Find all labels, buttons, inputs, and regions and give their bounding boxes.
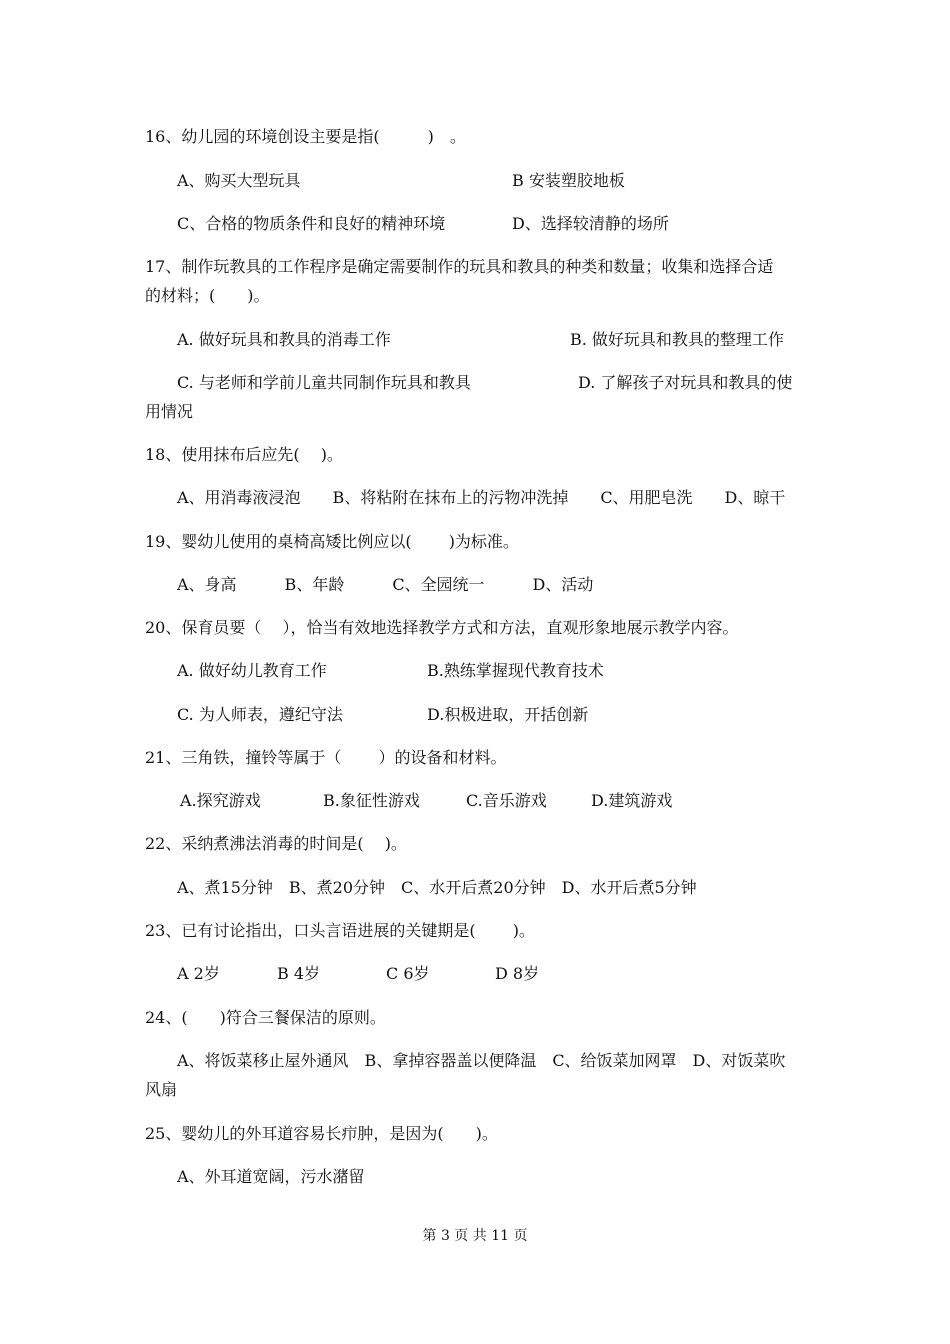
question-22-stem: 22、采纳煮沸法消毒的时间是( )。: [145, 834, 407, 853]
question-20-option-d: D.积极进取，开括创新: [427, 705, 589, 724]
question-20-option-a: A. 做好幼儿教育工作: [177, 661, 327, 680]
question-24-options-continued: 风扇: [145, 1080, 178, 1099]
question-21-option-d: D.建筑游戏: [591, 791, 673, 810]
question-23-option-b: B 4岁: [277, 964, 321, 983]
question-16-option-d: D、选择较清静的场所: [512, 214, 669, 233]
question-16-stem: 16、幼儿园的环境创设主要是指( ) 。: [145, 127, 466, 146]
question-21-option-a: A.探究游戏: [180, 791, 261, 810]
question-20-option-b: B.熟练掌握现代教育技术: [427, 661, 604, 680]
question-20-stem: 20、保育员要（ ），恰当有效地选择教学方式和方法，直观形象地展示教学内容。: [145, 618, 739, 637]
question-24-options: A、将饭菜移止屋外通风 B、拿掉容器盖以便降温 C、给饭菜加网罩 D、对饭菜吹: [177, 1051, 786, 1070]
question-21-option-b: B.象征性游戏: [323, 791, 420, 810]
question-23-option-a: A 2岁: [177, 964, 220, 983]
question-24-stem: 24、( )符合三餐保洁的原则。: [145, 1008, 386, 1027]
question-17-stem: 17、制作玩教具的工作程序是确定需要制作的玩具和教具的种类和数量；收集和选择合适: [145, 257, 774, 276]
question-25-option-a: A、外耳道宽阔，污水潴留: [177, 1167, 365, 1186]
question-21-stem: 21、三角铁，撞铃等属于（ ）的设备和材料。: [145, 748, 507, 767]
question-25-stem: 25、婴幼儿的外耳道容易长疖肿，是因为( )。: [145, 1124, 498, 1143]
question-23-stem: 23、已有讨论指出，口头言语进展的关键期是( )。: [145, 921, 535, 940]
question-21-option-c: C.音乐游戏: [466, 791, 547, 810]
question-23-option-c: C 6岁: [386, 964, 430, 983]
question-17-option-b: B. 做好玩具和教具的整理工作: [570, 330, 784, 349]
question-20-option-c: C. 为人师表，遵纪守法: [177, 705, 343, 724]
question-23-option-d: D 8岁: [495, 964, 540, 983]
question-17-option-d-continued: 用情况: [145, 402, 194, 421]
question-18-stem: 18、使用抹布后应先( )。: [145, 445, 343, 464]
question-19-options: A、身高 B、年龄 C、全园统一 D、活动: [177, 575, 594, 594]
question-16-option-c: C、合格的物质条件和良好的精神环境: [177, 214, 446, 233]
question-22-options: A、煮15分钟 B、煮20分钟 C、水开后煮20分钟 D、水开后煮5分钟: [177, 878, 697, 897]
page-number-footer: 第 3 页 共 11 页: [422, 1228, 528, 1244]
question-19-stem: 19、婴幼儿使用的桌椅高矮比例应以( )为标准。: [145, 532, 519, 551]
question-17-stem-continued: 的材料；( )。: [145, 286, 270, 305]
question-17-option-d: D. 了解孩子对玩具和教具的使: [578, 373, 793, 392]
question-16-option-a: A、购买大型玩具: [177, 171, 301, 190]
question-18-options: A、用消毒液浸泡 B、将粘附在抹布上的污物冲洗掉 C、用肥皂洗 D、晾干: [177, 488, 786, 507]
question-17-option-c: C. 与老师和学前儿童共同制作玩具和教具: [177, 373, 471, 392]
question-17-option-a: A. 做好玩具和教具的消毒工作: [177, 330, 391, 349]
question-16-option-b: B 安装塑胶地板: [512, 171, 625, 190]
